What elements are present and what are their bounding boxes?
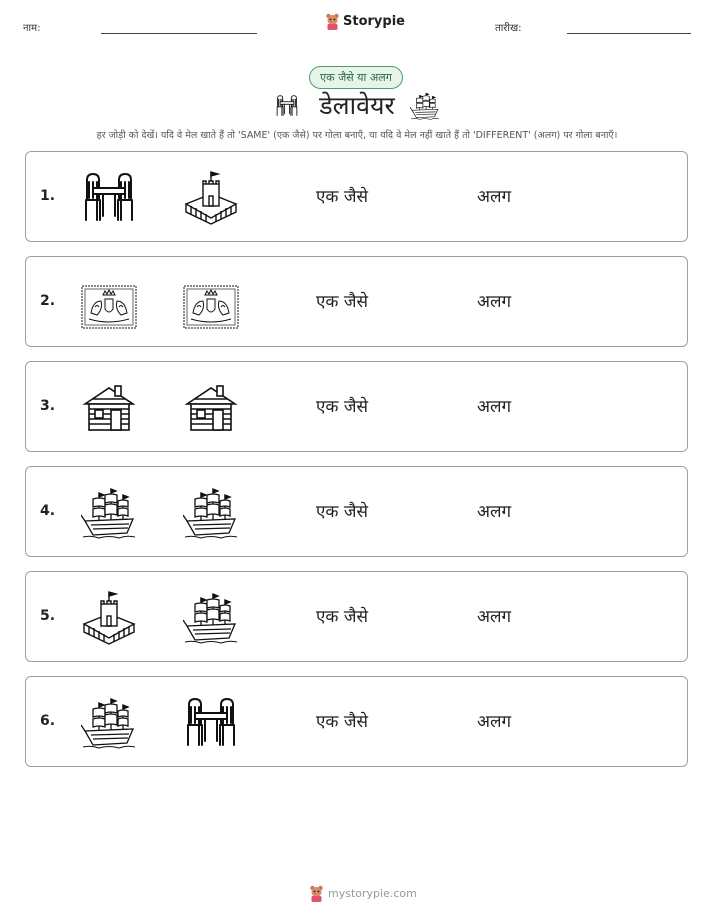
table-chairs-icon <box>183 695 239 751</box>
worksheet-type-badge: एक जैसे या अलग <box>309 66 403 89</box>
ship-icon <box>81 485 137 541</box>
name-field[interactable] <box>101 33 257 34</box>
same-option[interactable]: एक जैसे <box>316 187 368 207</box>
ship-icon <box>183 590 239 646</box>
question-number: 3. <box>40 398 56 414</box>
footer <box>309 885 417 902</box>
different-option[interactable]: अलग <box>477 292 512 312</box>
ship-icon <box>81 695 137 751</box>
storypie-mascot-icon <box>309 885 324 902</box>
question-row <box>25 151 688 242</box>
question-row <box>25 571 688 662</box>
footer-url[interactable]: mystorypie.com <box>328 887 417 900</box>
same-option[interactable]: एक जैसे <box>316 607 368 627</box>
brand-name: Storypie <box>343 14 405 29</box>
table-chairs-icon <box>81 170 137 226</box>
same-option[interactable]: एक जैसे <box>316 292 368 312</box>
question-number: 6. <box>40 713 56 729</box>
different-option[interactable]: अलग <box>477 712 512 732</box>
question-row <box>25 361 688 452</box>
question-number: 5. <box>40 608 56 624</box>
fort-icon <box>183 170 239 226</box>
instructions: हर जोड़ी को देखें। यदि वे मेल खाते हैं तो 'SAME' (एक जैसे) पर गोला बनाएँ, या यदि वे मेल नहीं खाते हैं तो 'DIFFERENT' (अलग) पर गोला बनाएँ। <box>96 130 618 141</box>
date-field[interactable] <box>567 33 691 34</box>
different-option[interactable]: अलग <box>477 607 512 627</box>
question-number: 2. <box>40 293 56 309</box>
log-cabin-icon <box>81 380 137 436</box>
question-row <box>25 676 688 767</box>
coat-of-arms-icon <box>183 279 239 335</box>
question-number: 1. <box>40 188 56 204</box>
same-option[interactable]: एक जैसे <box>316 397 368 417</box>
different-option[interactable]: अलग <box>477 502 512 522</box>
name-label: नाम: <box>23 23 41 34</box>
ship-icon <box>183 485 239 541</box>
worksheet-title: डेलावेयर <box>319 91 395 120</box>
different-option[interactable]: अलग <box>477 397 512 417</box>
storypie-mascot-icon <box>325 13 340 30</box>
fort-icon <box>81 590 137 646</box>
log-cabin-icon <box>183 380 239 436</box>
brand-logo <box>325 13 405 30</box>
same-option[interactable]: एक जैसे <box>316 712 368 732</box>
same-option[interactable]: एक जैसे <box>316 502 368 522</box>
coat-of-arms-icon <box>81 279 137 335</box>
question-number: 4. <box>40 503 56 519</box>
question-row <box>25 466 688 557</box>
ship-icon <box>410 90 440 122</box>
different-option[interactable]: अलग <box>477 187 512 207</box>
question-row <box>25 256 688 347</box>
date-label: तारीख: <box>495 23 522 34</box>
